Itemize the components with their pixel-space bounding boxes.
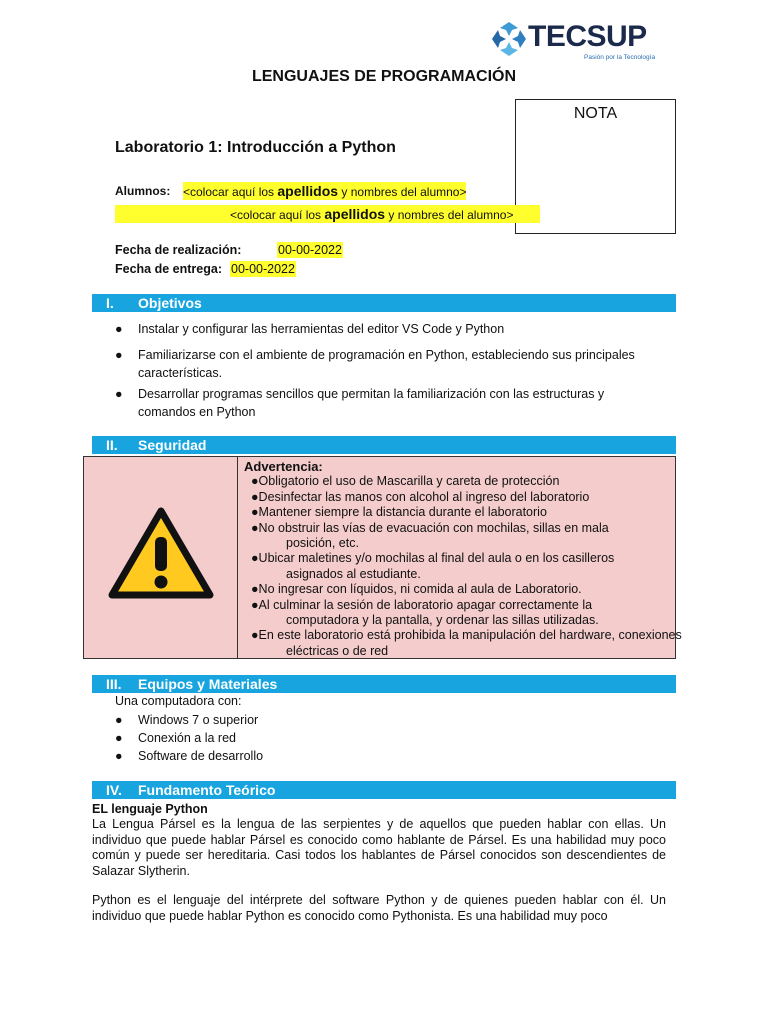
- warning-table: [83, 456, 682, 659]
- equipos-intro: Una computadora con:: [115, 694, 242, 708]
- bullet-icon: ●: [115, 322, 123, 336]
- student-placeholder-2[interactable]: [115, 205, 540, 223]
- section-label: Seguridad: [138, 437, 207, 453]
- warning-content: [244, 459, 682, 659]
- section-seguridad: [92, 436, 676, 454]
- student-suffix: y nombres del alumno>: [385, 208, 514, 222]
- student-placeholder-1[interactable]: [183, 182, 466, 200]
- table-divider: [237, 457, 238, 658]
- warning-item: ●Al culminar la sesión de laboratorio apagar correctamente la computadora y la pantalla, y ordenar las sillas utilizadas.: [251, 597, 599, 628]
- student-emph: apellidos: [324, 206, 386, 222]
- bullet-icon: ●: [115, 731, 123, 745]
- nota-label: NOTA: [573, 105, 618, 122]
- logo-tagline: Pasión por la Tecnología: [584, 54, 656, 61]
- alumnos-label: Alumnos:: [115, 184, 171, 198]
- objetivo-text: Familiarizarse con el ambiente de programación en Python, estableciendo sus principales características.: [138, 348, 635, 380]
- document-title: LENGUAJES DE PROGRAMACIÓN: [251, 68, 517, 85]
- bullet-icon: ●: [115, 348, 123, 362]
- student-emph: apellidos: [277, 183, 339, 199]
- student-suffix: y nombres del alumno>: [338, 185, 467, 199]
- section-label: Equipos y Materiales: [138, 676, 278, 692]
- section-label: Objetivos: [138, 295, 202, 311]
- section-equipos: [92, 675, 676, 693]
- fundamento-subtitle: EL lenguaje Python: [92, 802, 208, 816]
- student-prefix: <colocar aquí los: [183, 185, 278, 199]
- section-number: III.: [106, 676, 122, 692]
- equipo-text: Conexión a la red: [138, 731, 236, 745]
- fundamento-paragraph-2: Python es el lenguaje del intérprete del software Python y de quienes pueden hablar con él. Un individuo que puede hablar Python es conocido como Pythonista. Es una habilidad muy poco: [92, 893, 666, 923]
- objetivo-text: Desarrollar programas sencillos que permitan la familiarización con las estructuras y comandos en Python: [138, 387, 605, 419]
- warning-item: ●No obstruir las vías de evacuación con mochilas, sillas en mala posición, etc.: [251, 520, 609, 551]
- warning-triangle-icon: [106, 505, 216, 601]
- fecha-entrega-value[interactable]: 00-00-2022: [231, 262, 295, 276]
- lab-title: Laboratorio 1: Introducción a Python: [115, 139, 396, 156]
- section-fundamento: [92, 781, 676, 799]
- warning-item: ●No ingresar con líquidos, ni comida al aula de Laboratorio.: [251, 582, 582, 597]
- student-prefix: <colocar aquí los: [230, 208, 325, 222]
- equipo-text: Software de desarrollo: [138, 749, 264, 763]
- equipo-text: Windows 7 o superior: [138, 713, 259, 727]
- tecsup-logo: [488, 18, 668, 68]
- logo-wordmark: TECSUP: [528, 20, 647, 53]
- bullet-icon: ●: [115, 749, 123, 763]
- tecsup-logo-icon: [488, 18, 530, 60]
- warning-item: ●Desinfectar las manos con alcohol al ingreso del laboratorio: [251, 489, 590, 504]
- fecha-realizacion-value[interactable]: 00-00-2022: [278, 243, 342, 257]
- warning-heading: Advertencia:: [244, 459, 323, 474]
- warning-item: ●En este laboratorio está prohibida la manipulación del hardware, conexiones eléctricas o de red: [251, 628, 682, 658]
- section-number: IV.: [106, 782, 122, 798]
- bullet-icon: ●: [115, 387, 123, 401]
- warning-item: ●Mantener siempre la distancia durante el laboratorio: [251, 505, 547, 520]
- warning-item: ●Ubicar maletines y/o mochilas al final del aula o en los casilleros asignados al estudiante.: [251, 551, 615, 581]
- bullet-icon: ●: [115, 713, 123, 727]
- objetivo-text: Instalar y configurar las herramientas del editor VS Code y Python: [138, 322, 505, 336]
- fundamento-paragraph-1: La Lengua Pársel es la lengua de las serpientes y de aquellos que pueden hablar con ellas. Un individuo que puede hablar Pársel es conocido como hablante de Pársel. Es una habilidad muy poco común y puede ser hereditaria. Casi todos los hablantes de Pársel conocidos son descendientes de Salazar Slytherin.: [92, 817, 666, 878]
- section-number: I.: [106, 295, 114, 311]
- section-number: II.: [106, 437, 118, 453]
- section-objetivos: [92, 294, 676, 312]
- fecha-entrega-label: Fecha de entrega:: [115, 262, 222, 276]
- section-label: Fundamento Teórico: [138, 782, 276, 798]
- fecha-realizacion-label: Fecha de realización:: [115, 243, 242, 257]
- warning-item: ●Obligatorio el uso de Mascarilla y careta de protección: [251, 474, 560, 489]
